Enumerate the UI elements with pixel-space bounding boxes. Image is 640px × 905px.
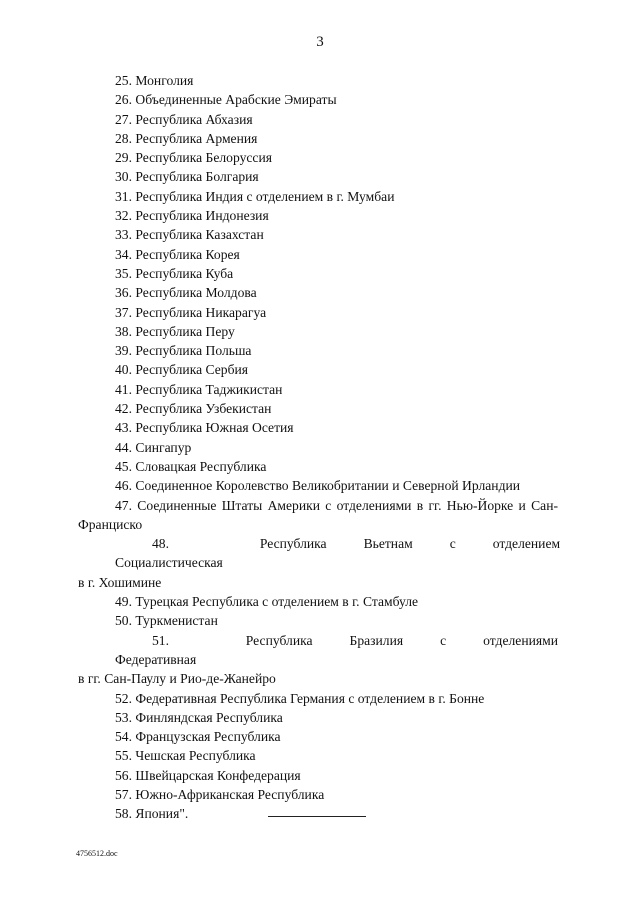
file-code: 4756512.doc	[76, 849, 118, 858]
list-item-47: 47. Соединенные Штаты Америки с отделениями в гг. Нью-Йорке и Сан-Франциско	[78, 497, 558, 532]
list-item: 39. Республика Польша	[115, 343, 252, 359]
item-51-word: Бразилия	[349, 632, 404, 648]
item-51-word: с	[440, 632, 447, 648]
list-item-48	[78, 534, 561, 592]
end-divider	[268, 816, 366, 817]
list-item: 54. Французская Республика	[115, 729, 281, 745]
list-item: 57. Южно-Африканская Республика	[115, 786, 325, 802]
country-list	[78, 71, 561, 824]
item-48-word: Вьетнам	[363, 536, 413, 552]
list-item: 36. Республика Молдова	[115, 285, 257, 301]
list-item: 38. Республика Перу	[115, 323, 235, 339]
list-item: 56. Швейцарская Конфедерация	[115, 767, 301, 783]
page-number: 3	[316, 34, 324, 50]
item-51-continuation: в гг. Сан-Паулу и Рио-де-Жанейро	[78, 671, 276, 687]
list-item: 26. Объединенные Арабские Эмираты	[115, 92, 337, 108]
list-item: 32. Республика Индонезия	[115, 208, 269, 224]
list-item: 42. Республика Узбекистан	[115, 401, 272, 417]
list-item: 55. Чешская Республика	[115, 748, 256, 764]
list-item: 53. Финляндская Республика	[115, 709, 283, 725]
list-item-49: 49. Турецкая Республика с отделением в г. Стамбуле	[115, 594, 419, 610]
list-item: 58. Япония".	[115, 806, 189, 822]
list-item: 25. Монголия	[115, 73, 194, 88]
list-item: 27. Республика Абхазия	[115, 111, 253, 127]
item-48-word: 48. Социалистическая	[115, 536, 223, 571]
item-48-word: с	[449, 536, 456, 552]
list-item: 37. Республика Никарагуа	[115, 304, 267, 320]
list-item: 41. Республика Таджикистан	[115, 381, 283, 397]
list-item: 46. Соединенное Королевство Великобритании и Северной Ирландии	[115, 478, 521, 494]
item-51-word: Республика	[245, 632, 313, 648]
list-item: 34. Республика Корея	[115, 246, 240, 262]
item-48-word: Республика	[259, 536, 327, 552]
list-item: 33. Республика Казахстан	[115, 227, 264, 243]
list-item: 52. Федеративная Республика Германия с отделением в г. Бонне	[115, 690, 485, 706]
list-item: 45. Словацкая Республика	[115, 458, 267, 474]
list-item: 40. Республика Сербия	[115, 362, 249, 378]
list-item-51	[78, 631, 558, 689]
list-item: 44. Сингапур	[115, 439, 192, 455]
item-51-word: 51. Федеративная	[115, 632, 197, 667]
list-item: 43. Республика Южная Осетия	[115, 420, 294, 436]
list-item: 30. Республика Болгария	[115, 169, 259, 185]
item-51-word: отделениями	[483, 632, 558, 648]
list-item-50: 50. Туркменистан	[115, 613, 218, 629]
item-48-word: отделением	[492, 536, 561, 552]
list-item: 35. Республика Куба	[115, 265, 234, 281]
list-item: 31. Республика Индия с отделением в г. Мумбаи	[115, 188, 395, 204]
item-48-continuation: в г. Хошимине	[78, 574, 162, 590]
list-item: 28. Республика Армения	[115, 130, 258, 146]
list-item: 29. Республика Белоруссия	[115, 150, 272, 166]
